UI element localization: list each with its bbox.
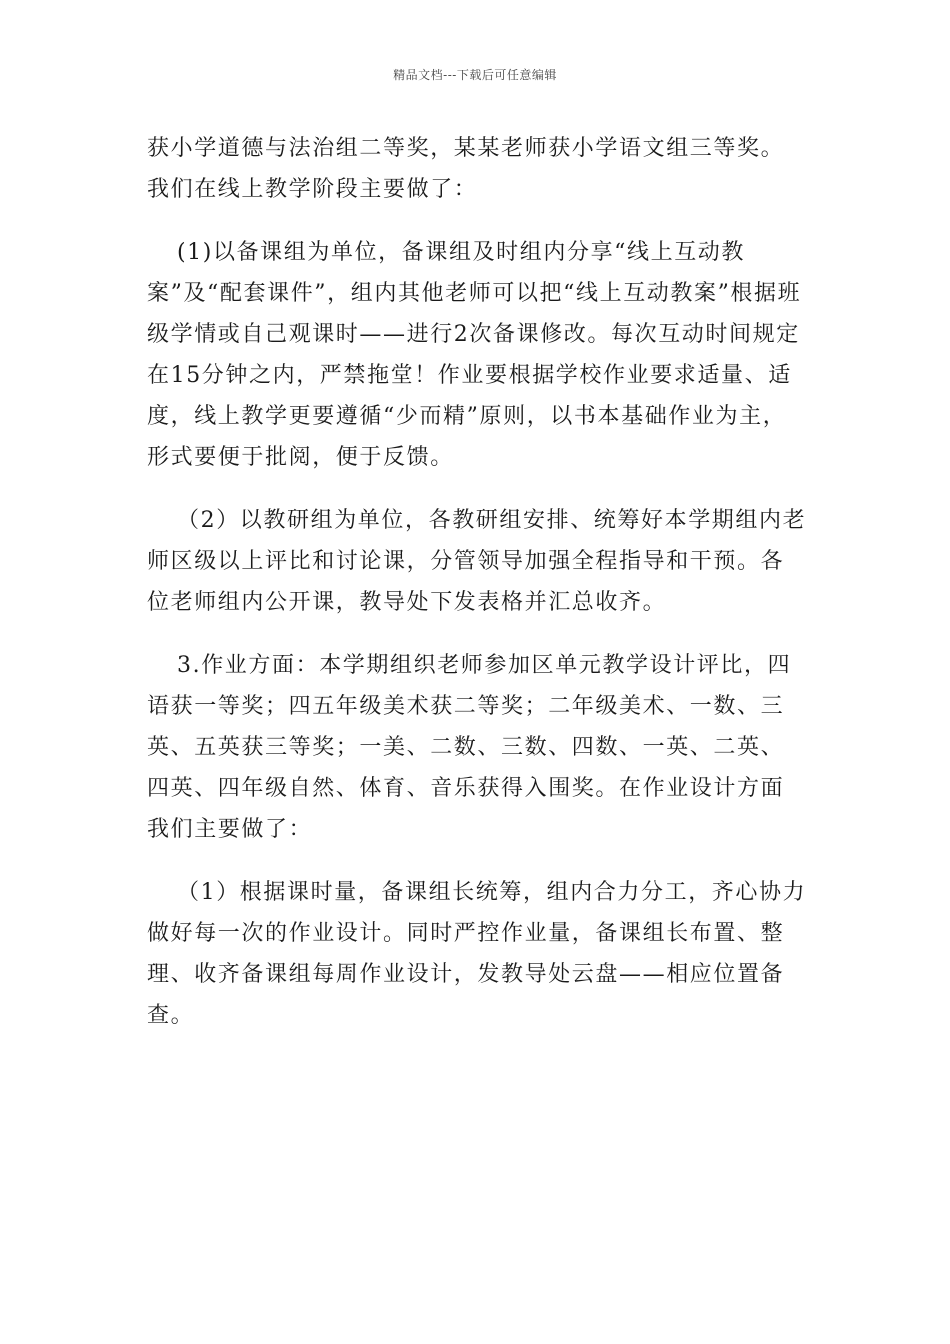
document-body (147, 128, 807, 1058)
paragraph-homework-design: （1）根据课时量，备课组长统筹，组内合力分工，齐心协力做好每一次的作业设计。同时严控作业量，备课组长布置、整理、收齐备课组每周作业设计，发教导处云盘——相应位置备查。 (147, 880, 807, 1028)
paragraph-online-lesson-prep: (1)以备课组为单位，备课组及时组内分享“线上互动教案”及“配套课件”，组内其他老师可以把“线上互动教案”根据班级学情或自己观课时——进行2次备课修改。每次互动时间规定在15分钟之内，严禁拖堂！作业要根据学校作业要求适量、适度，线上教学更要遵循“少而精”原则，以书本基础作业为主，形式要便于批阅，便于反馈。 (147, 240, 802, 470)
paragraph-teaching-research: （2）以教研组为单位，各教研组安排、统筹好本学期组内老师区级以上评比和讨论课，分管领导加强全程指导和干预。各位老师组内公开课，教导处下发表格并汇总收齐。 (147, 508, 807, 615)
page-header: 精品文档---下载后可任意编辑 (393, 68, 557, 82)
paragraph-awards-intro: 获小学道德与法治组二等奖，某某老师获小学语文组三等奖。我们在线上教学阶段主要做了： (147, 136, 785, 202)
paragraph-homework-awards: 3.作业方面：本学期组织老师参加区单元教学设计评比，四语获一等奖；四五年级美术获二等奖；二年级美术、一数、三英、五英获三等奖；一美、二数、三数、四数、一英、二英、四英、四年级自然、体育、音乐获得入围奖。在作业设计方面我们主要做了： (147, 653, 792, 842)
